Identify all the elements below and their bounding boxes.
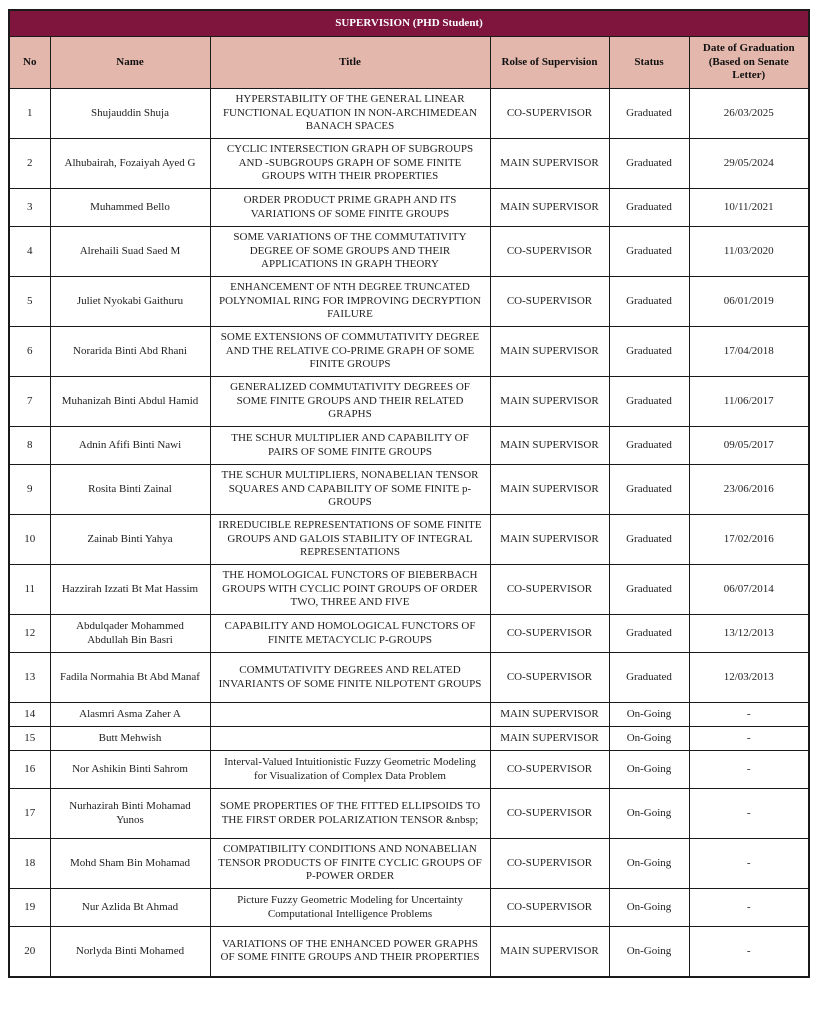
status-cell: On-Going [609, 839, 689, 889]
graduation-date-cell: - [689, 927, 809, 977]
row-number-cell: 4 [9, 227, 50, 277]
table-row [9, 189, 809, 227]
supervision-table [8, 9, 810, 978]
row-number-cell: 14 [9, 703, 50, 727]
thesis-title-cell: THE SCHUR MULTIPLIER AND CAPABILITY OF PAIRS OF SOME FINITE GROUPS [210, 427, 490, 465]
row-number-cell: 6 [9, 327, 50, 377]
row-number-cell: 1 [9, 89, 50, 139]
table-row [9, 751, 809, 789]
status-cell: Graduated [609, 653, 689, 703]
status-cell: Graduated [609, 327, 689, 377]
graduation-date-cell: 17/04/2018 [689, 327, 809, 377]
row-number-cell: 20 [9, 927, 50, 977]
thesis-title-cell: CAPABILITY AND HOMOLOGICAL FUNCTORS OF FINITE METACYCLIC P-GROUPS [210, 615, 490, 653]
header-graduation-date: Date of Graduation (Based on Senate Letter) [689, 37, 809, 89]
table-body [9, 89, 809, 977]
supervision-role-cell: MAIN SUPERVISOR [490, 465, 609, 515]
supervision-role-cell: CO-SUPERVISOR [490, 565, 609, 615]
status-cell: Graduated [609, 515, 689, 565]
status-cell: Graduated [609, 427, 689, 465]
header-name: Name [50, 37, 210, 89]
row-number-cell: 9 [9, 465, 50, 515]
table-row [9, 227, 809, 277]
thesis-title-cell: SOME VARIATIONS OF THE COMMUTATIVITY DEGREE OF SOME GROUPS AND THEIR APPLICATIONS IN GRAPH THEORY [210, 227, 490, 277]
supervision-role-cell: CO-SUPERVISOR [490, 789, 609, 839]
student-name-cell: Alrehaili Suad Saed M [50, 227, 210, 277]
thesis-title-cell: SOME EXTENSIONS OF COMMUTATIVITY DEGREE AND THE RELATIVE CO-PRIME GRAPH OF SOME FINITE GROUPS [210, 327, 490, 377]
supervision-role-cell: CO-SUPERVISOR [490, 89, 609, 139]
thesis-title-cell: THE HOMOLOGICAL FUNCTORS OF BIEBERBACH GROUPS WITH CYCLIC POINT GROUPS OF ORDER TWO, THREE AND FIVE [210, 565, 490, 615]
graduation-date-cell: 09/05/2017 [689, 427, 809, 465]
graduation-date-cell: - [689, 703, 809, 727]
graduation-date-cell: 29/05/2024 [689, 139, 809, 189]
supervision-role-cell: MAIN SUPERVISOR [490, 727, 609, 751]
graduation-date-cell: - [689, 751, 809, 789]
thesis-title-cell: IRREDUCIBLE REPRESENTATIONS OF SOME FINITE GROUPS AND GALOIS STABILITY OF INTEGRAL REPRESENTATIONS [210, 515, 490, 565]
header-status: Status [609, 37, 689, 89]
table-row [9, 327, 809, 377]
supervision-role-cell: CO-SUPERVISOR [490, 615, 609, 653]
status-cell: On-Going [609, 789, 689, 839]
supervision-role-cell: CO-SUPERVISOR [490, 751, 609, 789]
supervision-role-cell: MAIN SUPERVISOR [490, 139, 609, 189]
row-number-cell: 3 [9, 189, 50, 227]
student-name-cell: Mohd Sham Bin Mohamad [50, 839, 210, 889]
student-name-cell: Zainab Binti Yahya [50, 515, 210, 565]
student-name-cell: Abdulqader Mohammed Abdullah Bin Basri [50, 615, 210, 653]
row-number-cell: 18 [9, 839, 50, 889]
table-row [9, 465, 809, 515]
status-cell: On-Going [609, 927, 689, 977]
row-number-cell: 11 [9, 565, 50, 615]
status-cell: On-Going [609, 751, 689, 789]
graduation-date-cell: 26/03/2025 [689, 89, 809, 139]
thesis-title-cell: GENERALIZED COMMUTATIVITY DEGREES OF SOME FINITE GROUPS AND THEIR RELATED GRAPHS [210, 377, 490, 427]
table-row [9, 703, 809, 727]
table-title: SUPERVISION (PHD Student) [9, 10, 809, 37]
student-name-cell: Adnin Afifi Binti Nawi [50, 427, 210, 465]
graduation-date-cell: 10/11/2021 [689, 189, 809, 227]
student-name-cell: Fadila Normahia Bt Abd Manaf [50, 653, 210, 703]
supervision-role-cell: MAIN SUPERVISOR [490, 327, 609, 377]
student-name-cell: Muhanizah Binti Abdul Hamid [50, 377, 210, 427]
table-row [9, 515, 809, 565]
graduation-date-cell: 06/01/2019 [689, 277, 809, 327]
table-row [9, 727, 809, 751]
supervision-role-cell: MAIN SUPERVISOR [490, 189, 609, 227]
graduation-date-cell: 12/03/2013 [689, 653, 809, 703]
header-title: Title [210, 37, 490, 89]
thesis-title-cell: CYCLIC INTERSECTION GRAPH OF SUBGROUPS AND -SUBGROUPS GRAPH OF SOME FINITE GROUPS WITH THEIR PROPERTIES [210, 139, 490, 189]
student-name-cell: Juliet Nyokabi Gaithuru [50, 277, 210, 327]
thesis-title-cell [210, 703, 490, 727]
status-cell: Graduated [609, 615, 689, 653]
status-cell: On-Going [609, 703, 689, 727]
thesis-title-cell: Picture Fuzzy Geometric Modeling for Uncertainty Computational Intelligence Problems [210, 889, 490, 927]
supervision-role-cell: CO-SUPERVISOR [490, 277, 609, 327]
status-cell: Graduated [609, 89, 689, 139]
status-cell: On-Going [609, 727, 689, 751]
thesis-title-cell: COMPATIBILITY CONDITIONS AND NONABELIAN TENSOR PRODUCTS OF FINITE CYCLIC GROUPS OF P-POWER ORDER [210, 839, 490, 889]
student-name-cell: Nur Azlida Bt Ahmad [50, 889, 210, 927]
supervision-role-cell: MAIN SUPERVISOR [490, 427, 609, 465]
row-number-cell: 16 [9, 751, 50, 789]
table-row [9, 889, 809, 927]
thesis-title-cell [210, 727, 490, 751]
row-number-cell: 19 [9, 889, 50, 927]
student-name-cell: Norarida Binti Abd Rhani [50, 327, 210, 377]
table-row [9, 277, 809, 327]
table-row [9, 139, 809, 189]
supervision-role-cell: MAIN SUPERVISOR [490, 703, 609, 727]
thesis-title-cell: SOME PROPERTIES OF THE FITTED ELLIPSOIDS TO THE FIRST ORDER POLARIZATION TENSOR &nbsp; [210, 789, 490, 839]
row-number-cell: 8 [9, 427, 50, 465]
table-row [9, 565, 809, 615]
status-cell: Graduated [609, 377, 689, 427]
graduation-date-cell: 11/06/2017 [689, 377, 809, 427]
status-cell: Graduated [609, 227, 689, 277]
student-name-cell: Alasmri Asma Zaher A [50, 703, 210, 727]
student-name-cell: Norlyda Binti Mohamed [50, 927, 210, 977]
supervision-role-cell: CO-SUPERVISOR [490, 227, 609, 277]
student-name-cell: Nor Ashikin Binti Sahrom [50, 751, 210, 789]
student-name-cell: Alhubairah, Fozaiyah Ayed G [50, 139, 210, 189]
graduation-date-cell: 06/07/2014 [689, 565, 809, 615]
graduation-date-cell: 11/03/2020 [689, 227, 809, 277]
thesis-title-cell: VARIATIONS OF THE ENHANCED POWER GRAPHS OF SOME FINITE GROUPS AND THEIR PROPERTIES [210, 927, 490, 977]
supervision-role-cell: MAIN SUPERVISOR [490, 927, 609, 977]
graduation-date-cell: 17/02/2016 [689, 515, 809, 565]
graduation-date-cell: 13/12/2013 [689, 615, 809, 653]
student-name-cell: Nurhazirah Binti Mohamad Yunos [50, 789, 210, 839]
graduation-date-cell: - [689, 727, 809, 751]
table-row [9, 927, 809, 977]
supervision-role-cell: MAIN SUPERVISOR [490, 377, 609, 427]
table-row [9, 653, 809, 703]
row-number-cell: 5 [9, 277, 50, 327]
graduation-date-cell: - [689, 789, 809, 839]
student-name-cell: Shujauddin Shuja [50, 89, 210, 139]
supervision-role-cell: CO-SUPERVISOR [490, 839, 609, 889]
table-title-row [9, 10, 809, 37]
supervision-role-cell: CO-SUPERVISOR [490, 653, 609, 703]
row-number-cell: 12 [9, 615, 50, 653]
thesis-title-cell: COMMUTATIVITY DEGREES AND RELATED INVARIANTS OF SOME FINITE NILPOTENT GROUPS [210, 653, 490, 703]
thesis-title-cell: ORDER PRODUCT PRIME GRAPH AND ITS VARIATIONS OF SOME FINITE GROUPS [210, 189, 490, 227]
table-header-row [9, 37, 809, 89]
table-row [9, 377, 809, 427]
header-no: No [9, 37, 50, 89]
status-cell: Graduated [609, 465, 689, 515]
row-number-cell: 10 [9, 515, 50, 565]
graduation-date-cell: 23/06/2016 [689, 465, 809, 515]
status-cell: Graduated [609, 189, 689, 227]
row-number-cell: 17 [9, 789, 50, 839]
thesis-title-cell: Interval-Valued Intuitionistic Fuzzy Geometric Modeling for Visualization of Complex Data Problem [210, 751, 490, 789]
supervision-role-cell: MAIN SUPERVISOR [490, 515, 609, 565]
thesis-title-cell: HYPERSTABILITY OF THE GENERAL LINEAR FUNCTIONAL EQUATION IN NON-ARCHIMEDEAN BANACH SPACES [210, 89, 490, 139]
table-row [9, 427, 809, 465]
row-number-cell: 15 [9, 727, 50, 751]
thesis-title-cell: THE SCHUR MULTIPLIERS, NONABELIAN TENSOR SQUARES AND CAPABILITY OF SOME FINITE p-GROUPS [210, 465, 490, 515]
row-number-cell: 7 [9, 377, 50, 427]
student-name-cell: Butt Mehwish [50, 727, 210, 751]
student-name-cell: Muhammed Bello [50, 189, 210, 227]
header-role: Rolse of Supervision [490, 37, 609, 89]
table-row [9, 789, 809, 839]
table-row [9, 89, 809, 139]
status-cell: Graduated [609, 277, 689, 327]
row-number-cell: 13 [9, 653, 50, 703]
status-cell: On-Going [609, 889, 689, 927]
student-name-cell: Rosita Binti Zainal [50, 465, 210, 515]
status-cell: Graduated [609, 139, 689, 189]
graduation-date-cell: - [689, 839, 809, 889]
graduation-date-cell: - [689, 889, 809, 927]
table-row [9, 615, 809, 653]
supervision-role-cell: CO-SUPERVISOR [490, 889, 609, 927]
student-name-cell: Hazzirah Izzati Bt Mat Hassim [50, 565, 210, 615]
table-row [9, 839, 809, 889]
status-cell: Graduated [609, 565, 689, 615]
thesis-title-cell: ENHANCEMENT OF NTH DEGREE TRUNCATED POLYNOMIAL RING FOR IMPROVING DECRYPTION FAILURE [210, 277, 490, 327]
row-number-cell: 2 [9, 139, 50, 189]
